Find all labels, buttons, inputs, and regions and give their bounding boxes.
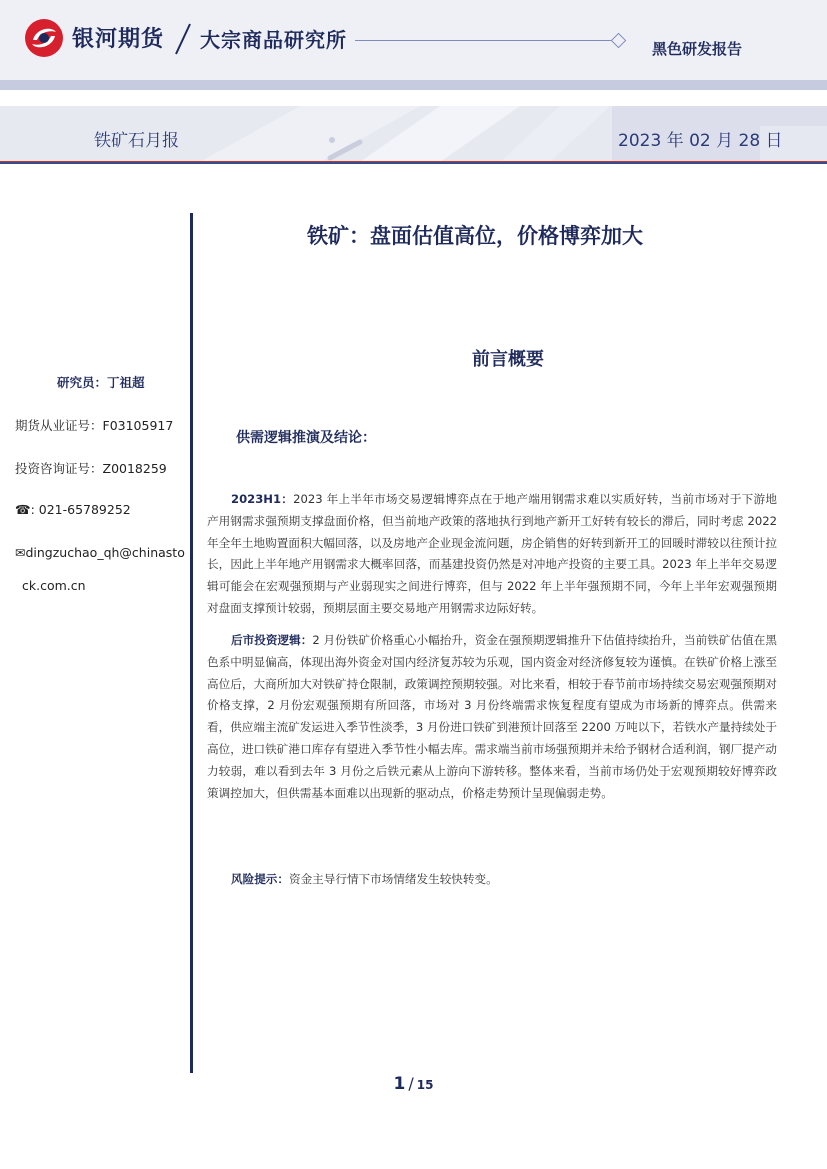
paragraph-text: 资金主导行情下市场情绪发生较快转变。	[288, 872, 498, 886]
email-address-line1[interactable]: ✉dingzuchao_qh@chinasto	[15, 545, 185, 560]
section-title: 前言概要	[472, 349, 544, 370]
paragraph-outlook	[207, 630, 777, 804]
brand-divider	[172, 22, 194, 56]
license-number: 期货从业证号：F03105917	[15, 418, 174, 433]
page-total: 15	[416, 1078, 434, 1092]
paragraph-label: 风险提示：	[231, 872, 289, 886]
paragraph-label: 2023H1：	[231, 492, 294, 506]
page-current: 1	[393, 1074, 406, 1094]
report-date: 2023 年 02 月 28 日	[618, 131, 783, 151]
document-title: 铁矿：盘面估值高位，价格博弈加大	[307, 224, 643, 248]
brand-name: 银河期货	[72, 27, 165, 52]
consult-number: 投资咨询证号：Z0018259	[15, 461, 167, 476]
paragraph-label: 后市投资逻辑：	[231, 633, 313, 647]
email-address-line2[interactable]: ck.com.cn	[22, 578, 86, 593]
sidebar-divider	[190, 213, 193, 1073]
analyst-name: 研究员：丁祖超	[57, 375, 145, 390]
brand-rule	[355, 40, 615, 41]
brand-subtitle: 大宗商品研究所	[200, 28, 347, 52]
paragraph-text: 2 月份铁矿价格重心小幅抬升，资金在强预期逻辑推升下估值持续抬升，当前铁矿估值在黑色系中明显偏高，体现出海外资金对国内经济复苏较为乐观，国内资金对经济修复较为谨慎。在铁矿价格上涨至高位后，大商所加大对铁矿持仓限制，政策调控预期较强。对比来看，相较于春节前市场持续交易宏观强预期对价格支撑，2 月份宏观强预期有所回落，市场对 3 月份终端需求恢复程度有望成为市场新的博弈点。供需来看，供应端主流矿发运进入季节性淡季，3 月份进口铁矿到港预计回落至 2200 万吨以下，若铁水产量持续处于高位，进口铁矿港口库存有望进入季节性小幅去库。需求端当前市场强预期并未给予钢材合适利润，钢厂提产动力较弱，难以看到去年 3 月份之后铁元素从上游向下游转移。整体来看，当前市场仍处于宏观预期较好博弈政策调控加大，但供需基本面难以出现新的驱动点，价格走势预计呈现偏弱走势。	[207, 633, 777, 800]
page-number	[0, 1074, 827, 1094]
galaxy-logo-icon	[24, 18, 64, 58]
report-series-title: 铁矿石月报	[94, 131, 179, 151]
phone-number: ☎: 021-65789252	[15, 502, 131, 517]
report-type: 黑色研发报告	[652, 40, 743, 58]
header-stripe	[0, 80, 827, 90]
paragraph-2023h1	[207, 489, 777, 620]
subsection-title: 供需逻辑推演及结论：	[236, 430, 376, 446]
paragraph-text: 2023 年上半年市场交易逻辑博弈点在于地产端用钢需求难以实质好转，当前市场对于下游地产用钢需求强预期支撑盘面价格，但当前地产政策的落地执行到地产新开工好转有较长的滞后，同时考虑 2022 年全年土地购置面积大幅回落，以及房地产企业现金流问题，房企销售的好转到新开工的回暖时滞较以往预计拉长，因此上半年地产用钢需求大概率回落，而基建投资仍然是对冲地产投资的主要工具。2023 年上半年交易逻辑可能会在宏观强预期与产业弱现实之间进行博弈，但与 2022 年上半年强预期不同，今年上半年宏观强预期对盘面支撑预计较弱，预期层面主要交易地产用钢需求边际好转。	[207, 492, 777, 615]
paragraph-risk	[207, 869, 777, 891]
banner-accent-blue	[0, 162, 827, 164]
page-separator: /	[408, 1074, 414, 1093]
